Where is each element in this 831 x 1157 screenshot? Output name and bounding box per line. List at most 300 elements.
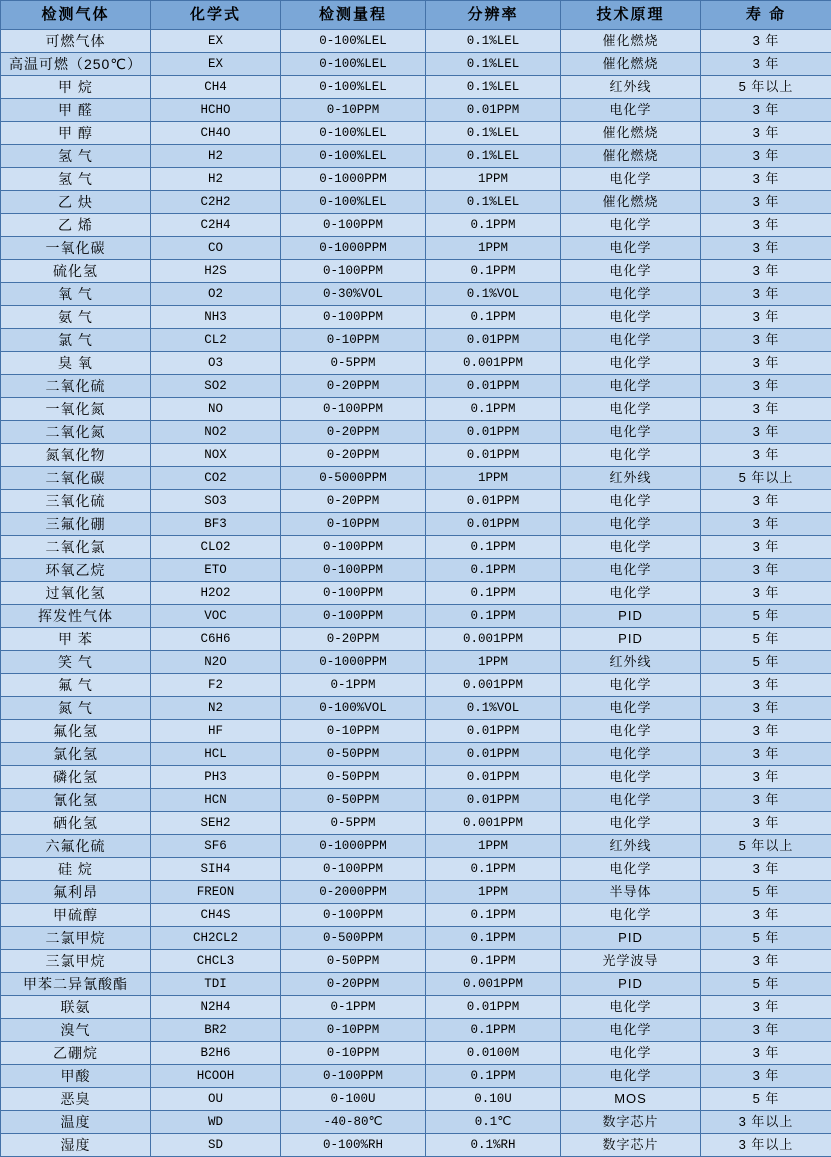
cell-gas-name: 甲酸 xyxy=(1,1065,151,1088)
cell-technical-principle: 红外线 xyxy=(561,835,701,858)
cell-lifetime: 3 年 xyxy=(701,99,831,122)
cell-detection-range: 0-100%LEL xyxy=(281,76,426,99)
cell-resolution: 0.01PPM xyxy=(426,743,561,766)
table-row xyxy=(1,53,831,76)
table-row xyxy=(1,30,831,53)
table-row xyxy=(1,352,831,375)
cell-gas-name: 过氧化氢 xyxy=(1,582,151,605)
table-row xyxy=(1,260,831,283)
cell-gas-name: 挥发性气体 xyxy=(1,605,151,628)
cell-detection-range: 0-10PPM xyxy=(281,99,426,122)
cell-gas-name: 湿度 xyxy=(1,1134,151,1157)
cell-chemical-formula: CL2 xyxy=(151,329,281,352)
cell-resolution: 0.1PPM xyxy=(426,950,561,973)
cell-resolution: 1PPM xyxy=(426,835,561,858)
cell-technical-principle: PID xyxy=(561,628,701,651)
cell-technical-principle: 电化学 xyxy=(561,214,701,237)
cell-resolution: 0.01PPM xyxy=(426,375,561,398)
cell-detection-range: 0-100%LEL xyxy=(281,122,426,145)
cell-gas-name: 三氯甲烷 xyxy=(1,950,151,973)
cell-technical-principle: 电化学 xyxy=(561,260,701,283)
table-row xyxy=(1,881,831,904)
cell-resolution: 1PPM xyxy=(426,467,561,490)
cell-detection-range: 0-20PPM xyxy=(281,490,426,513)
cell-technical-principle: 催化燃烧 xyxy=(561,122,701,145)
table-row xyxy=(1,1065,831,1088)
cell-gas-name: 磷化氢 xyxy=(1,766,151,789)
cell-gas-name: 氧 气 xyxy=(1,283,151,306)
table-row xyxy=(1,766,831,789)
table-row xyxy=(1,191,831,214)
cell-gas-name: 氟 气 xyxy=(1,674,151,697)
cell-gas-name: 可燃气体 xyxy=(1,30,151,53)
cell-technical-principle: 催化燃烧 xyxy=(561,30,701,53)
cell-technical-principle: 电化学 xyxy=(561,329,701,352)
cell-gas-name: 氰化氢 xyxy=(1,789,151,812)
cell-chemical-formula: HCN xyxy=(151,789,281,812)
table-row xyxy=(1,973,831,996)
cell-gas-name: 二氧化氮 xyxy=(1,421,151,444)
cell-lifetime: 5 年以上 xyxy=(701,76,831,99)
header-lifetime: 寿 命 xyxy=(701,1,831,30)
cell-gas-name: 乙 炔 xyxy=(1,191,151,214)
cell-technical-principle: 电化学 xyxy=(561,513,701,536)
cell-detection-range: 0-100PPM xyxy=(281,214,426,237)
cell-resolution: 0.10U xyxy=(426,1088,561,1111)
cell-detection-range: 0-5PPM xyxy=(281,352,426,375)
cell-gas-name: 氯 气 xyxy=(1,329,151,352)
header-technical-principle: 技术原理 xyxy=(561,1,701,30)
table-row xyxy=(1,398,831,421)
cell-lifetime: 3 年 xyxy=(701,352,831,375)
cell-detection-range: 0-10PPM xyxy=(281,1042,426,1065)
cell-lifetime: 3 年 xyxy=(701,53,831,76)
cell-chemical-formula: H2 xyxy=(151,168,281,191)
cell-resolution: 0.1PPM xyxy=(426,904,561,927)
cell-detection-range: 0-100PPM xyxy=(281,1065,426,1088)
cell-gas-name: 三氧化硫 xyxy=(1,490,151,513)
cell-gas-name: 氮 气 xyxy=(1,697,151,720)
cell-chemical-formula: SD xyxy=(151,1134,281,1157)
cell-resolution: 0.1PPM xyxy=(426,398,561,421)
cell-lifetime: 3 年 xyxy=(701,513,831,536)
cell-technical-principle: 电化学 xyxy=(561,421,701,444)
cell-resolution: 0.01PPM xyxy=(426,329,561,352)
cell-detection-range: 0-1PPM xyxy=(281,996,426,1019)
cell-resolution: 1PPM xyxy=(426,168,561,191)
cell-gas-name: 恶臭 xyxy=(1,1088,151,1111)
cell-gas-name: 氟化氢 xyxy=(1,720,151,743)
cell-detection-range: 0-20PPM xyxy=(281,628,426,651)
table-row xyxy=(1,76,831,99)
cell-lifetime: 3 年以上 xyxy=(701,1111,831,1134)
cell-chemical-formula: NO xyxy=(151,398,281,421)
cell-lifetime: 3 年 xyxy=(701,490,831,513)
cell-chemical-formula: N2 xyxy=(151,697,281,720)
table-row xyxy=(1,237,831,260)
cell-gas-name: 氟利昂 xyxy=(1,881,151,904)
cell-gas-name: 一氧化氮 xyxy=(1,398,151,421)
cell-resolution: 0.1%LEL xyxy=(426,76,561,99)
cell-gas-name: 甲 苯 xyxy=(1,628,151,651)
cell-technical-principle: 电化学 xyxy=(561,1065,701,1088)
cell-technical-principle: 电化学 xyxy=(561,996,701,1019)
cell-resolution: 0.1PPM xyxy=(426,1019,561,1042)
table-row xyxy=(1,168,831,191)
cell-lifetime: 3 年 xyxy=(701,559,831,582)
cell-gas-name: 甲 烷 xyxy=(1,76,151,99)
cell-detection-range: 0-100%RH xyxy=(281,1134,426,1157)
cell-resolution: 0.01PPM xyxy=(426,421,561,444)
cell-lifetime: 5 年 xyxy=(701,881,831,904)
table-row xyxy=(1,1111,831,1134)
cell-chemical-formula: C6H6 xyxy=(151,628,281,651)
cell-chemical-formula: CH2CL2 xyxy=(151,927,281,950)
cell-detection-range: 0-100PPM xyxy=(281,306,426,329)
table-row xyxy=(1,1019,831,1042)
cell-gas-name: 氢 气 xyxy=(1,145,151,168)
cell-detection-range: 0-20PPM xyxy=(281,444,426,467)
cell-detection-range: 0-100PPM xyxy=(281,260,426,283)
cell-resolution: 0.01PPM xyxy=(426,490,561,513)
cell-detection-range: 0-100PPM xyxy=(281,858,426,881)
table-row xyxy=(1,490,831,513)
cell-gas-name: 六氟化硫 xyxy=(1,835,151,858)
cell-detection-range: 0-100%LEL xyxy=(281,191,426,214)
cell-gas-name: 氢 气 xyxy=(1,168,151,191)
table-header xyxy=(1,1,831,30)
cell-gas-name: 甲 醛 xyxy=(1,99,151,122)
cell-detection-range: 0-20PPM xyxy=(281,973,426,996)
cell-lifetime: 3 年 xyxy=(701,789,831,812)
cell-gas-name: 二氧化碳 xyxy=(1,467,151,490)
cell-gas-name: 硅 烷 xyxy=(1,858,151,881)
cell-technical-principle: 电化学 xyxy=(561,398,701,421)
cell-resolution: 1PPM xyxy=(426,881,561,904)
cell-resolution: 0.001PPM xyxy=(426,674,561,697)
cell-gas-name: 溴气 xyxy=(1,1019,151,1042)
cell-technical-principle: 电化学 xyxy=(561,743,701,766)
table-row xyxy=(1,789,831,812)
cell-detection-range: 0-100PPM xyxy=(281,582,426,605)
header-row xyxy=(1,1,831,30)
cell-resolution: 0.01PPM xyxy=(426,766,561,789)
cell-lifetime: 3 年 xyxy=(701,329,831,352)
cell-lifetime: 3 年以上 xyxy=(701,1134,831,1157)
cell-chemical-formula: CH4S xyxy=(151,904,281,927)
cell-technical-principle: 电化学 xyxy=(561,1042,701,1065)
cell-gas-name: 三氟化硼 xyxy=(1,513,151,536)
table-row xyxy=(1,651,831,674)
cell-lifetime: 3 年 xyxy=(701,237,831,260)
cell-detection-range: 0-30%VOL xyxy=(281,283,426,306)
cell-resolution: 0.1PPM xyxy=(426,1065,561,1088)
table-row xyxy=(1,559,831,582)
table-row xyxy=(1,283,831,306)
cell-chemical-formula: CH4O xyxy=(151,122,281,145)
cell-detection-range: 0-50PPM xyxy=(281,789,426,812)
cell-chemical-formula: H2O2 xyxy=(151,582,281,605)
cell-technical-principle: 电化学 xyxy=(561,789,701,812)
cell-detection-range: 0-50PPM xyxy=(281,950,426,973)
cell-resolution: 0.1℃ xyxy=(426,1111,561,1134)
cell-resolution: 0.1PPM xyxy=(426,559,561,582)
cell-gas-name: 环氧乙烷 xyxy=(1,559,151,582)
cell-technical-principle: 催化燃烧 xyxy=(561,145,701,168)
cell-gas-name: 一氧化碳 xyxy=(1,237,151,260)
cell-chemical-formula: CLO2 xyxy=(151,536,281,559)
cell-lifetime: 5 年以上 xyxy=(701,467,831,490)
cell-lifetime: 3 年 xyxy=(701,375,831,398)
cell-detection-range: 0-100PPM xyxy=(281,398,426,421)
cell-resolution: 0.01PPM xyxy=(426,99,561,122)
table-row xyxy=(1,720,831,743)
cell-technical-principle: 电化学 xyxy=(561,697,701,720)
table-row xyxy=(1,214,831,237)
cell-detection-range: 0-100U xyxy=(281,1088,426,1111)
header-resolution: 分辨率 xyxy=(426,1,561,30)
cell-technical-principle: 光学波导 xyxy=(561,950,701,973)
cell-gas-name: 乙 烯 xyxy=(1,214,151,237)
cell-lifetime: 5 年 xyxy=(701,927,831,950)
cell-detection-range: 0-500PPM xyxy=(281,927,426,950)
table-row xyxy=(1,674,831,697)
cell-chemical-formula: CH4 xyxy=(151,76,281,99)
table-row xyxy=(1,1088,831,1111)
cell-chemical-formula: F2 xyxy=(151,674,281,697)
cell-lifetime: 3 年 xyxy=(701,697,831,720)
cell-technical-principle: 电化学 xyxy=(561,766,701,789)
cell-gas-name: 氮氧化物 xyxy=(1,444,151,467)
cell-resolution: 0.1%VOL xyxy=(426,283,561,306)
cell-technical-principle: MOS xyxy=(561,1088,701,1111)
cell-detection-range: 0-100PPM xyxy=(281,605,426,628)
cell-technical-principle: 电化学 xyxy=(561,99,701,122)
cell-gas-name: 联氨 xyxy=(1,996,151,1019)
cell-lifetime: 3 年 xyxy=(701,122,831,145)
cell-resolution: 1PPM xyxy=(426,237,561,260)
cell-lifetime: 3 年 xyxy=(701,168,831,191)
cell-chemical-formula: O3 xyxy=(151,352,281,375)
cell-resolution: 0.1PPM xyxy=(426,582,561,605)
cell-detection-range: -40-80℃ xyxy=(281,1111,426,1134)
cell-lifetime: 5 年 xyxy=(701,605,831,628)
cell-resolution: 0.1PPM xyxy=(426,605,561,628)
cell-lifetime: 3 年 xyxy=(701,1065,831,1088)
cell-detection-range: 0-1PPM xyxy=(281,674,426,697)
cell-detection-range: 0-20PPM xyxy=(281,421,426,444)
cell-chemical-formula: SF6 xyxy=(151,835,281,858)
cell-gas-name: 笑 气 xyxy=(1,651,151,674)
cell-chemical-formula: SO2 xyxy=(151,375,281,398)
cell-lifetime: 3 年 xyxy=(701,260,831,283)
cell-chemical-formula: C2H2 xyxy=(151,191,281,214)
cell-technical-principle: 电化学 xyxy=(561,306,701,329)
cell-chemical-formula: CO xyxy=(151,237,281,260)
table-row xyxy=(1,444,831,467)
cell-gas-name: 氯化氢 xyxy=(1,743,151,766)
cell-lifetime: 5 年 xyxy=(701,973,831,996)
table-row xyxy=(1,904,831,927)
cell-resolution: 0.01PPM xyxy=(426,444,561,467)
table-row xyxy=(1,1042,831,1065)
cell-chemical-formula: N2H4 xyxy=(151,996,281,1019)
cell-chemical-formula: SEH2 xyxy=(151,812,281,835)
cell-chemical-formula: N2O xyxy=(151,651,281,674)
cell-technical-principle: 电化学 xyxy=(561,1019,701,1042)
cell-chemical-formula: H2 xyxy=(151,145,281,168)
cell-technical-principle: PID xyxy=(561,927,701,950)
cell-detection-range: 0-100%LEL xyxy=(281,30,426,53)
cell-lifetime: 3 年 xyxy=(701,536,831,559)
cell-technical-principle: 电化学 xyxy=(561,858,701,881)
cell-detection-range: 0-50PPM xyxy=(281,743,426,766)
cell-lifetime: 5 年以上 xyxy=(701,835,831,858)
table-row xyxy=(1,582,831,605)
cell-technical-principle: 数字芯片 xyxy=(561,1111,701,1134)
cell-technical-principle: 电化学 xyxy=(561,237,701,260)
table-row xyxy=(1,122,831,145)
cell-lifetime: 3 年 xyxy=(701,812,831,835)
cell-chemical-formula: HCL xyxy=(151,743,281,766)
cell-detection-range: 0-2000PPM xyxy=(281,881,426,904)
cell-detection-range: 0-10PPM xyxy=(281,720,426,743)
cell-technical-principle: 电化学 xyxy=(561,559,701,582)
cell-resolution: 0.001PPM xyxy=(426,812,561,835)
cell-resolution: 0.001PPM xyxy=(426,973,561,996)
cell-gas-name: 二氯甲烷 xyxy=(1,927,151,950)
table-row xyxy=(1,697,831,720)
cell-gas-name: 甲苯二异氰酸酯 xyxy=(1,973,151,996)
cell-chemical-formula: BF3 xyxy=(151,513,281,536)
cell-chemical-formula: H2S xyxy=(151,260,281,283)
cell-resolution: 0.1%LEL xyxy=(426,145,561,168)
cell-chemical-formula: OU xyxy=(151,1088,281,1111)
cell-detection-range: 0-1000PPM xyxy=(281,168,426,191)
cell-technical-principle: PID xyxy=(561,605,701,628)
cell-detection-range: 0-10PPM xyxy=(281,1019,426,1042)
cell-detection-range: 0-100PPM xyxy=(281,536,426,559)
cell-lifetime: 5 年 xyxy=(701,628,831,651)
cell-technical-principle: 红外线 xyxy=(561,651,701,674)
cell-technical-principle: 电化学 xyxy=(561,283,701,306)
cell-chemical-formula: HCHO xyxy=(151,99,281,122)
cell-resolution: 0.1%LEL xyxy=(426,53,561,76)
cell-technical-principle: 电化学 xyxy=(561,536,701,559)
cell-lifetime: 3 年 xyxy=(701,904,831,927)
cell-detection-range: 0-100%LEL xyxy=(281,145,426,168)
cell-resolution: 1PPM xyxy=(426,651,561,674)
cell-lifetime: 3 年 xyxy=(701,1019,831,1042)
cell-gas-name: 硫化氢 xyxy=(1,260,151,283)
cell-resolution: 0.01PPM xyxy=(426,789,561,812)
cell-technical-principle: 电化学 xyxy=(561,674,701,697)
cell-chemical-formula: SO3 xyxy=(151,490,281,513)
cell-technical-principle: 电化学 xyxy=(561,168,701,191)
header-chemical-formula: 化学式 xyxy=(151,1,281,30)
table-row xyxy=(1,927,831,950)
table-row xyxy=(1,996,831,1019)
cell-technical-principle: 电化学 xyxy=(561,812,701,835)
cell-technical-principle: 红外线 xyxy=(561,467,701,490)
cell-resolution: 0.1PPM xyxy=(426,927,561,950)
cell-chemical-formula: VOC xyxy=(151,605,281,628)
cell-detection-range: 0-100PPM xyxy=(281,904,426,927)
cell-gas-name: 温度 xyxy=(1,1111,151,1134)
cell-detection-range: 0-100PPM xyxy=(281,559,426,582)
cell-chemical-formula: CHCL3 xyxy=(151,950,281,973)
table-row xyxy=(1,421,831,444)
cell-resolution: 0.1PPM xyxy=(426,260,561,283)
table-row xyxy=(1,329,831,352)
cell-detection-range: 0-1000PPM xyxy=(281,835,426,858)
table-row xyxy=(1,306,831,329)
cell-resolution: 0.1PPM xyxy=(426,858,561,881)
cell-gas-name: 高温可燃（250℃） xyxy=(1,53,151,76)
cell-detection-range: 0-100%LEL xyxy=(281,53,426,76)
table-row xyxy=(1,743,831,766)
cell-detection-range: 0-5PPM xyxy=(281,812,426,835)
cell-chemical-formula: NH3 xyxy=(151,306,281,329)
cell-chemical-formula: EX xyxy=(151,53,281,76)
cell-technical-principle: 催化燃烧 xyxy=(561,53,701,76)
header-detection-range: 检测量程 xyxy=(281,1,426,30)
cell-chemical-formula: CO2 xyxy=(151,467,281,490)
cell-chemical-formula: C2H4 xyxy=(151,214,281,237)
cell-lifetime: 5 年 xyxy=(701,651,831,674)
cell-gas-name: 二氧化硫 xyxy=(1,375,151,398)
cell-detection-range: 0-50PPM xyxy=(281,766,426,789)
cell-lifetime: 3 年 xyxy=(701,950,831,973)
cell-gas-name: 乙硼烷 xyxy=(1,1042,151,1065)
cell-technical-principle: 电化学 xyxy=(561,490,701,513)
cell-gas-name: 氨 气 xyxy=(1,306,151,329)
table-row xyxy=(1,858,831,881)
cell-lifetime: 3 年 xyxy=(701,858,831,881)
cell-resolution: 0.001PPM xyxy=(426,628,561,651)
cell-lifetime: 3 年 xyxy=(701,283,831,306)
cell-lifetime: 3 年 xyxy=(701,444,831,467)
cell-lifetime: 5 年 xyxy=(701,1088,831,1111)
cell-detection-range: 0-5000PPM xyxy=(281,467,426,490)
table-row xyxy=(1,375,831,398)
cell-technical-principle: 电化学 xyxy=(561,375,701,398)
cell-chemical-formula: HF xyxy=(151,720,281,743)
table-row xyxy=(1,950,831,973)
cell-technical-principle: 数字芯片 xyxy=(561,1134,701,1157)
cell-chemical-formula: B2H6 xyxy=(151,1042,281,1065)
cell-resolution: 0.001PPM xyxy=(426,352,561,375)
cell-lifetime: 3 年 xyxy=(701,214,831,237)
cell-technical-principle: 电化学 xyxy=(561,720,701,743)
table-row xyxy=(1,99,831,122)
cell-resolution: 0.1PPM xyxy=(426,536,561,559)
table-row xyxy=(1,812,831,835)
cell-technical-principle: 电化学 xyxy=(561,352,701,375)
cell-lifetime: 3 年 xyxy=(701,743,831,766)
cell-detection-range: 0-10PPM xyxy=(281,329,426,352)
cell-resolution: 0.01PPM xyxy=(426,513,561,536)
cell-chemical-formula: EX xyxy=(151,30,281,53)
cell-chemical-formula: TDI xyxy=(151,973,281,996)
cell-resolution: 0.1PPM xyxy=(426,306,561,329)
cell-lifetime: 3 年 xyxy=(701,766,831,789)
cell-technical-principle: 电化学 xyxy=(561,904,701,927)
cell-detection-range: 0-10PPM xyxy=(281,513,426,536)
cell-chemical-formula: HCOOH xyxy=(151,1065,281,1088)
cell-gas-name: 臭 氧 xyxy=(1,352,151,375)
cell-chemical-formula: O2 xyxy=(151,283,281,306)
